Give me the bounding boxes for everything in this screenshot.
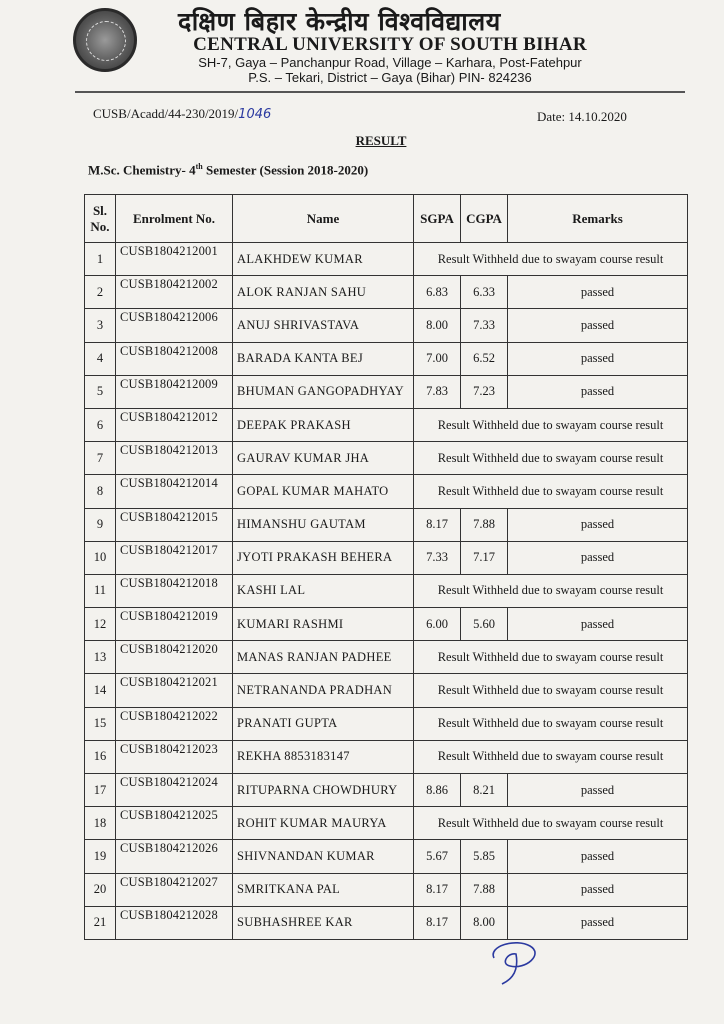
table-row bbox=[85, 375, 688, 408]
cell-cgpa: 7.23 bbox=[461, 375, 508, 408]
cell-name: MANAS RANJAN PADHEE bbox=[233, 641, 414, 674]
cell-sgpa: 8.17 bbox=[414, 873, 461, 906]
table-row bbox=[85, 541, 688, 574]
cell-withheld-remark: Result Withheld due to swayam course result bbox=[414, 740, 688, 773]
cell-cgpa: 8.00 bbox=[461, 906, 508, 939]
cell-name: BHUMAN GANGOPADHYAY bbox=[233, 375, 414, 408]
table-body bbox=[85, 243, 688, 940]
cell-sgpa: 8.17 bbox=[414, 906, 461, 939]
cell-cgpa: 7.33 bbox=[461, 309, 508, 342]
cell-sgpa: 5.67 bbox=[414, 840, 461, 873]
cell-name: KASHI LAL bbox=[233, 574, 414, 607]
course-prefix: M.Sc. Chemistry- 4 bbox=[88, 162, 196, 178]
table-row bbox=[85, 408, 688, 441]
cell-enrolment: CUSB1804212012 bbox=[116, 408, 233, 441]
cell-sl: 2 bbox=[85, 276, 116, 309]
cell-sl: 15 bbox=[85, 707, 116, 740]
cell-sgpa: 8.00 bbox=[414, 309, 461, 342]
cell-sl: 6 bbox=[85, 408, 116, 441]
cell-remarks: passed bbox=[508, 276, 688, 309]
cell-remarks: passed bbox=[508, 342, 688, 375]
cell-withheld-remark: Result Withheld due to swayam course result bbox=[414, 243, 688, 276]
cell-remarks: passed bbox=[508, 840, 688, 873]
table-row bbox=[85, 906, 688, 939]
cell-enrolment: CUSB1804212013 bbox=[116, 442, 233, 475]
table-row bbox=[85, 807, 688, 840]
cell-cgpa: 7.88 bbox=[461, 508, 508, 541]
cell-name: PRANATI GUPTA bbox=[233, 707, 414, 740]
table-row bbox=[85, 774, 688, 807]
cell-remarks: passed bbox=[508, 774, 688, 807]
cell-sgpa: 6.00 bbox=[414, 608, 461, 641]
cell-sl: 12 bbox=[85, 608, 116, 641]
cell-name: ROHIT KUMAR MAURYA bbox=[233, 807, 414, 840]
cell-name: DEEPAK PRAKASH bbox=[233, 408, 414, 441]
cell-sl: 13 bbox=[85, 641, 116, 674]
university-seal-icon bbox=[73, 8, 137, 72]
cell-enrolment: CUSB1804212024 bbox=[116, 774, 233, 807]
cell-sl: 5 bbox=[85, 375, 116, 408]
address-line-1: SH-7, Gaya – Panchanpur Road, Village – Karhara, Post-Fatehpur bbox=[198, 55, 582, 70]
cell-enrolment: CUSB1804212025 bbox=[116, 807, 233, 840]
cell-withheld-remark: Result Withheld due to swayam course result bbox=[414, 475, 688, 508]
cell-enrolment: CUSB1804212028 bbox=[116, 906, 233, 939]
cell-sl: 10 bbox=[85, 541, 116, 574]
cell-sl: 14 bbox=[85, 674, 116, 707]
table-row bbox=[85, 276, 688, 309]
cell-sl: 7 bbox=[85, 442, 116, 475]
cell-sgpa: 7.00 bbox=[414, 342, 461, 375]
issue-date: Date: 14.10.2020 bbox=[537, 109, 627, 124]
cell-remarks: passed bbox=[508, 608, 688, 641]
cell-name: NETRANANDA PRADHAN bbox=[233, 674, 414, 707]
cell-sl: 18 bbox=[85, 807, 116, 840]
result-heading: RESULT bbox=[355, 133, 407, 148]
cell-name: BARADA KANTA BEJ bbox=[233, 342, 414, 375]
cell-sgpa: 8.86 bbox=[414, 774, 461, 807]
cell-withheld-remark: Result Withheld due to swayam course result bbox=[414, 574, 688, 607]
cell-remarks: passed bbox=[508, 508, 688, 541]
table-header-row bbox=[85, 195, 688, 243]
table-row bbox=[85, 873, 688, 906]
cell-cgpa: 6.33 bbox=[461, 276, 508, 309]
cell-sl: 20 bbox=[85, 873, 116, 906]
cell-name: HIMANSHU GAUTAM bbox=[233, 508, 414, 541]
cell-remarks: passed bbox=[508, 375, 688, 408]
table-row bbox=[85, 508, 688, 541]
cell-remarks: passed bbox=[508, 309, 688, 342]
cell-enrolment: CUSB1804212026 bbox=[116, 840, 233, 873]
cell-cgpa: 7.17 bbox=[461, 541, 508, 574]
header-sgpa: SGPA bbox=[414, 195, 461, 243]
cell-name: ANUJ SHRIVASTAVA bbox=[233, 309, 414, 342]
cell-cgpa: 7.88 bbox=[461, 873, 508, 906]
cell-enrolment: CUSB1804212023 bbox=[116, 740, 233, 773]
cell-sl: 9 bbox=[85, 508, 116, 541]
cell-enrolment: CUSB1804212018 bbox=[116, 574, 233, 607]
cell-sl: 21 bbox=[85, 906, 116, 939]
cell-withheld-remark: Result Withheld due to swayam course result bbox=[414, 442, 688, 475]
header-remarks: Remarks bbox=[508, 195, 688, 243]
header-enrolment: Enrolment No. bbox=[116, 195, 233, 243]
header-sl: Sl. No. bbox=[85, 195, 116, 243]
table-row bbox=[85, 707, 688, 740]
table-row bbox=[85, 674, 688, 707]
cell-name: RITUPARNA CHOWDHURY bbox=[233, 774, 414, 807]
cell-sl: 17 bbox=[85, 774, 116, 807]
table-row bbox=[85, 442, 688, 475]
header-cgpa: CGPA bbox=[461, 195, 508, 243]
cell-enrolment: CUSB1804212006 bbox=[116, 309, 233, 342]
table-row bbox=[85, 243, 688, 276]
cell-enrolment: CUSB1804212015 bbox=[116, 508, 233, 541]
cell-sl: 11 bbox=[85, 574, 116, 607]
course-title bbox=[88, 162, 368, 178]
cell-sl: 1 bbox=[85, 243, 116, 276]
header-divider bbox=[75, 91, 685, 93]
cell-enrolment: CUSB1804212021 bbox=[116, 674, 233, 707]
cell-withheld-remark: Result Withheld due to swayam course result bbox=[414, 674, 688, 707]
cell-sl: 16 bbox=[85, 740, 116, 773]
cell-enrolment: CUSB1804212019 bbox=[116, 608, 233, 641]
cell-sl: 4 bbox=[85, 342, 116, 375]
cell-remarks: passed bbox=[508, 541, 688, 574]
cell-enrolment: CUSB1804212014 bbox=[116, 475, 233, 508]
header-name: Name bbox=[233, 195, 414, 243]
cell-name: SHIVNANDAN KUMAR bbox=[233, 840, 414, 873]
cell-cgpa: 5.85 bbox=[461, 840, 508, 873]
cell-remarks: passed bbox=[508, 906, 688, 939]
cell-cgpa: 6.52 bbox=[461, 342, 508, 375]
cell-sl: 3 bbox=[85, 309, 116, 342]
cell-cgpa: 5.60 bbox=[461, 608, 508, 641]
result-table bbox=[84, 194, 688, 940]
table-row bbox=[85, 574, 688, 607]
table-row bbox=[85, 641, 688, 674]
cell-name: ALOK RANJAN SAHU bbox=[233, 276, 414, 309]
cell-name: ALAKHDEW KUMAR bbox=[233, 243, 414, 276]
signature-icon bbox=[486, 936, 546, 986]
university-name-hindi: दक्षिण बिहार केन्द्रीय विश्वविद्यालय bbox=[178, 7, 501, 36]
cell-enrolment: CUSB1804212020 bbox=[116, 641, 233, 674]
cell-sgpa: 6.83 bbox=[414, 276, 461, 309]
cell-withheld-remark: Result Withheld due to swayam course result bbox=[414, 408, 688, 441]
reference-number-handwritten: 1046 bbox=[238, 107, 272, 122]
cell-name: KUMARI RASHMI bbox=[233, 608, 414, 641]
cell-enrolment: CUSB1804212008 bbox=[116, 342, 233, 375]
course-suffix: Semester (Session 2018-2020) bbox=[202, 162, 369, 178]
cell-sgpa: 8.17 bbox=[414, 508, 461, 541]
cell-cgpa: 8.21 bbox=[461, 774, 508, 807]
cell-name: SMRITKANA PAL bbox=[233, 873, 414, 906]
cell-enrolment: CUSB1804212002 bbox=[116, 276, 233, 309]
cell-sgpa: 7.33 bbox=[414, 541, 461, 574]
cell-enrolment: CUSB1804212001 bbox=[116, 243, 233, 276]
reference-number bbox=[93, 106, 271, 122]
table-row bbox=[85, 309, 688, 342]
cell-enrolment: CUSB1804212022 bbox=[116, 707, 233, 740]
cell-enrolment: CUSB1804212009 bbox=[116, 375, 233, 408]
cell-name: REKHA 8853183147 bbox=[233, 740, 414, 773]
cell-sl: 8 bbox=[85, 475, 116, 508]
university-name: CENTRAL UNIVERSITY OF SOUTH BIHAR bbox=[193, 34, 587, 55]
cell-enrolment: CUSB1804212017 bbox=[116, 541, 233, 574]
cell-sgpa: 7.83 bbox=[414, 375, 461, 408]
cell-name: JYOTI PRAKASH BEHERA bbox=[233, 541, 414, 574]
table-row bbox=[85, 475, 688, 508]
cell-withheld-remark: Result Withheld due to swayam course result bbox=[414, 707, 688, 740]
cell-withheld-remark: Result Withheld due to swayam course result bbox=[414, 641, 688, 674]
cell-sl: 19 bbox=[85, 840, 116, 873]
table-row bbox=[85, 740, 688, 773]
cell-name: GOPAL KUMAR MAHATO bbox=[233, 475, 414, 508]
cell-enrolment: CUSB1804212027 bbox=[116, 873, 233, 906]
cell-withheld-remark: Result Withheld due to swayam course result bbox=[414, 807, 688, 840]
cell-remarks: passed bbox=[508, 873, 688, 906]
table-row bbox=[85, 608, 688, 641]
cell-name: SUBHASHREE KAR bbox=[233, 906, 414, 939]
address-line-2: P.S. – Tekari, District – Gaya (Bihar) PIN- 824236 bbox=[248, 70, 532, 85]
cell-name: GAURAV KUMAR JHA bbox=[233, 442, 414, 475]
reference-number-printed: CUSB/Acadd/44-230/2019/ bbox=[93, 106, 239, 121]
table-row bbox=[85, 342, 688, 375]
course-ordinal: th bbox=[195, 162, 203, 171]
table-row bbox=[85, 840, 688, 873]
